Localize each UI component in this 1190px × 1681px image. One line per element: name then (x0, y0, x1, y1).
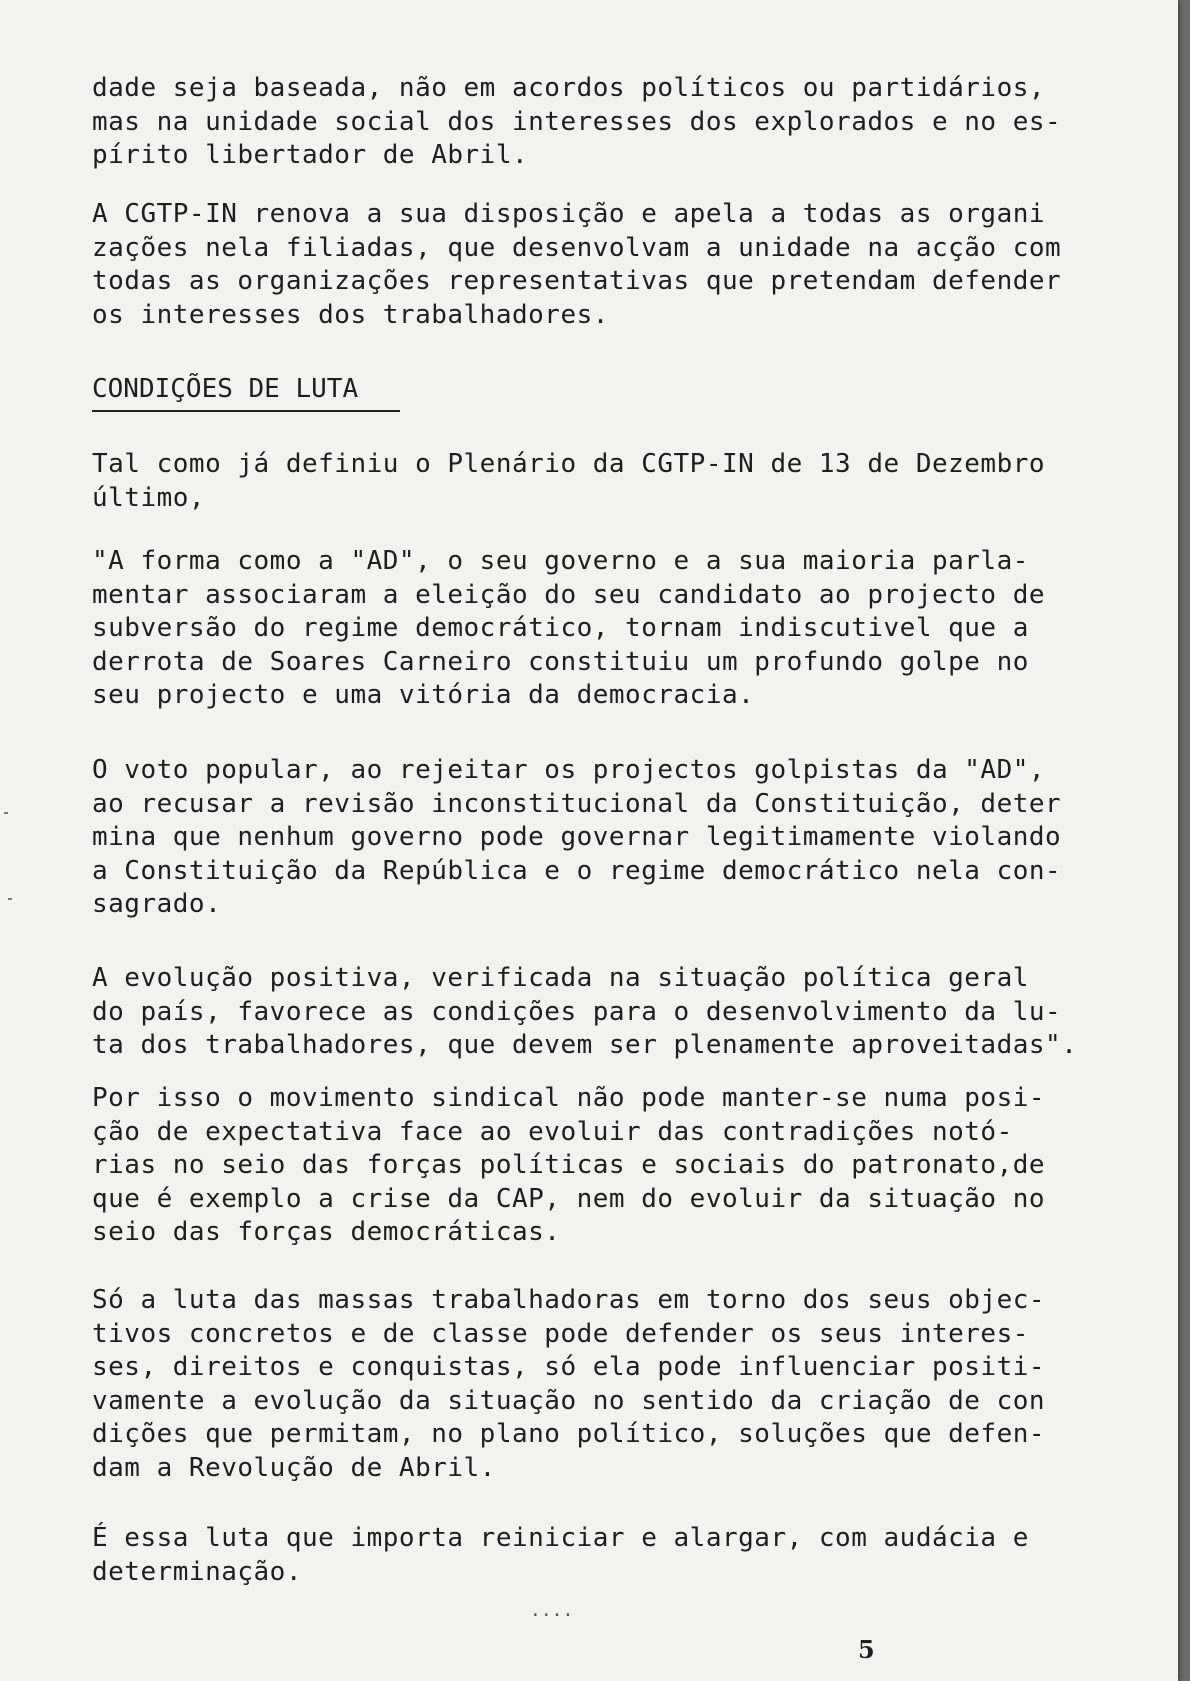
text-line: "A forma como a "AD", o seu governo e a sua maioria parla- (92, 546, 1029, 576)
text-line: vamente a evolução da situação no sentido da criação de con (92, 1385, 1046, 1416)
margin-mark (4, 812, 8, 814)
text-line: sagrado. (92, 889, 222, 919)
text-line: ao recusar a revisão inconstitucional da Constituição, deter (92, 788, 1062, 819)
text-line: rias no seio das forças políticas e sociais do patronato,de (92, 1150, 1046, 1180)
text-line: dade seja baseada, não em acordos políticos ou partidários, (92, 73, 1046, 103)
text-line: Por isso o movimento sindical não pode manter-se numa posi- (92, 1083, 1046, 1113)
paragraph-cgtp-appeal (92, 198, 1122, 332)
text-line: do país, favorece as condições para o desenvolvimento da lu- (92, 996, 1062, 1027)
margin-mark (8, 898, 12, 900)
paragraph-plenary-reference (92, 448, 1122, 515)
text-line: ses, direitos e conquistas, só ela pode influenciar positi- (92, 1352, 1046, 1382)
text-line: último, (92, 482, 206, 513)
paragraph-unity-basis (92, 72, 1122, 173)
text-line: derrota de Soares Carneiro constituiu um profundo golpe no (92, 646, 1029, 677)
text-line: mentar associaram a eleição do seu candidato ao projecto de (92, 579, 1046, 610)
text-line: Só a luta das massas trabalhadoras em torno dos seus objec- (92, 1285, 1046, 1315)
text-line: tivos concretos e de classe pode defender os seus interes- (92, 1318, 1029, 1349)
text-line: É essa luta que importa reiniciar e alargar, com audácia e (92, 1523, 1029, 1553)
text-line: que é exemplo a crise da CAP, nem do evoluir da situação no (92, 1183, 1046, 1214)
heading-underline (92, 410, 400, 412)
paragraph-positive-evolution (92, 962, 1122, 1063)
paragraph-closing (92, 1522, 1122, 1589)
text-line: zações nela filiadas, que desenvolvam a unidade na acção com (92, 232, 1062, 263)
text-line: mas na unidade social dos interesses dos explorados e no es- (92, 106, 1062, 137)
text-line: os interesses dos trabalhadores. (92, 299, 609, 330)
text-line: ção de expectativa face ao evoluir das contradições notó- (92, 1116, 1013, 1147)
paragraph-quote-ad (92, 545, 1122, 713)
page-number: 5 (858, 1635, 875, 1664)
text-line: todas as organizações representativas que pretendam defender (92, 266, 1062, 296)
text-line: A CGTP-IN renova a sua disposição e apela a todas as organi (92, 199, 1046, 229)
text-line: O voto popular, ao rejeitar os projectos golpistas da "AD", (92, 755, 1046, 785)
text-line: mina que nenhum governo pode governar legitimamente violando (92, 822, 1062, 852)
text-line: A evolução positiva, verificada na situação política geral (92, 963, 1029, 993)
text-line: dições que permitam, no plano político, soluções que defen- (92, 1419, 1046, 1449)
text-line: seu projecto e uma vitória da democracia. (92, 680, 755, 710)
text-line: pírito libertador de Abril. (92, 140, 529, 170)
section-heading: CONDIÇÕES DE LUTA (92, 374, 359, 404)
footer-dots: .... (530, 1600, 574, 1621)
paragraph-mass-struggle (92, 1284, 1122, 1485)
text-line: a Constituição da República e o regime democrático nela con- (92, 855, 1062, 886)
text-line: determinação. (92, 1556, 302, 1587)
text-line: ta dos trabalhadores, que devem ser plenamente aproveitadas". (92, 1030, 1078, 1060)
paragraph-union-movement (92, 1082, 1122, 1250)
text-line: seio das forças democráticas. (92, 1217, 561, 1247)
paragraph-popular-vote (92, 754, 1122, 922)
text-line: Tal como já definiu o Plenário da CGTP-IN de 13 de Dezembro (92, 449, 1046, 479)
text-line: subversão do regime democrático, tornam indiscutivel que a (92, 613, 1029, 643)
text-line: dam a Revolução de Abril. (92, 1452, 496, 1483)
